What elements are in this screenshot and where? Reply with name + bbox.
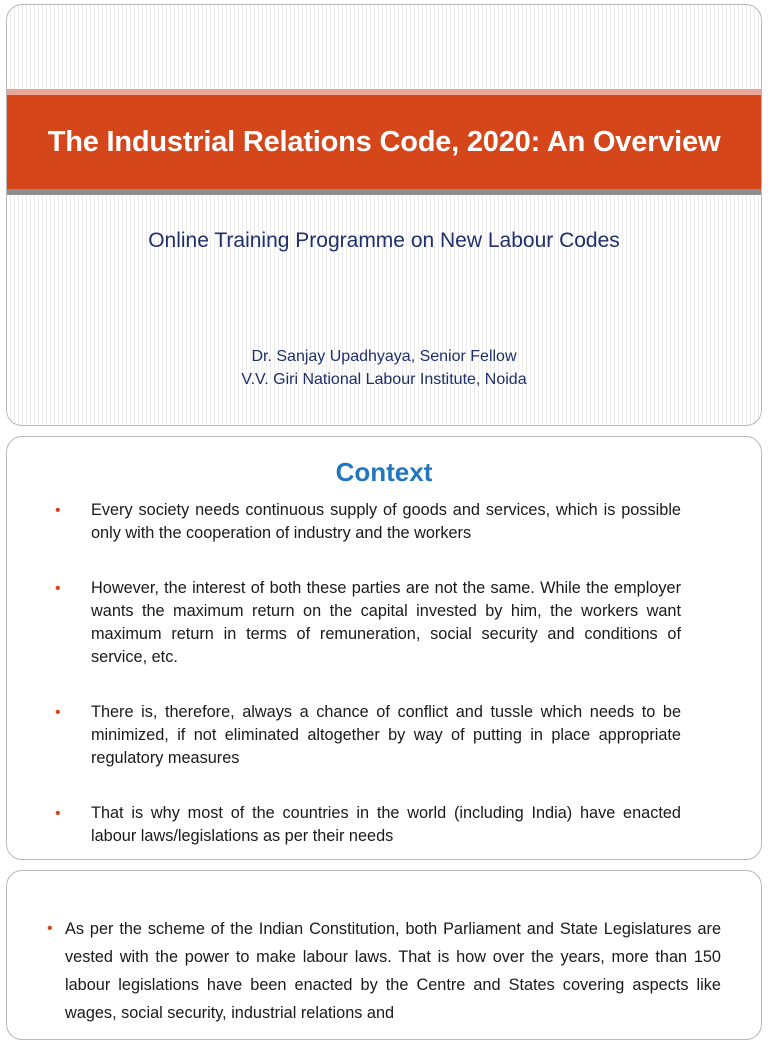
context-bullet-list: [55, 499, 681, 848]
bullet-text: Every society needs continuous supply of goods and services, which is possible only with the cooperation of industry and the workers: [91, 501, 681, 542]
list-item: [47, 915, 721, 1027]
list-item: [55, 499, 681, 545]
title-band: [7, 95, 761, 189]
bullet-text: There is, therefore, always a chance of conflict and tussle which needs to be minimized, if not eliminated altogether by way of putting in place appropriate regulatory measures: [91, 703, 681, 767]
bullet-dot-icon: •: [55, 704, 61, 721]
slide-subtitle: Online Training Programme on New Labour Codes: [148, 229, 620, 252]
bullet-text: That is why most of the countries in the world (including India) have enacted labour laws/legislations as per their needs: [91, 804, 681, 845]
context-slide: [6, 436, 762, 860]
list-item: [55, 577, 681, 669]
slide-title: The Industrial Relations Code, 2020: An Overview: [47, 125, 721, 158]
bullet-text: As per the scheme of the Indian Constitution, both Parliament and State Legislatures are vested with the power to make labour laws. That is how over the years, more than 150 labour legislations have been enacted by the Centre and States covering aspects like wages, social security, industrial relations and: [65, 920, 721, 1022]
list-item: [55, 802, 681, 848]
bullet-dot-icon: •: [55, 502, 61, 519]
bullet-dot-icon: •: [55, 805, 61, 822]
context-heading: Context: [335, 457, 433, 487]
bullet-dot-icon: •: [47, 920, 53, 937]
author-name: Dr. Sanjay Upadhyaya, Senior Fellow: [251, 348, 517, 365]
author-institute: V.V. Giri National Labour Institute, Noida: [241, 371, 527, 388]
list-item: [55, 701, 681, 770]
constitution-slide: [6, 870, 762, 1040]
author-block: [7, 345, 761, 391]
title-band-bottom-stripe: [7, 189, 761, 195]
constitution-bullet-list: [47, 915, 721, 1027]
bullet-text: However, the interest of both these parties are not the same. While the employer wants the maximum return on the capital invested by him, the workers want maximum return in terms of remuneration, social security and conditions of service, etc.: [91, 579, 681, 666]
title-slide: [6, 4, 762, 426]
bullet-dot-icon: •: [55, 580, 61, 597]
